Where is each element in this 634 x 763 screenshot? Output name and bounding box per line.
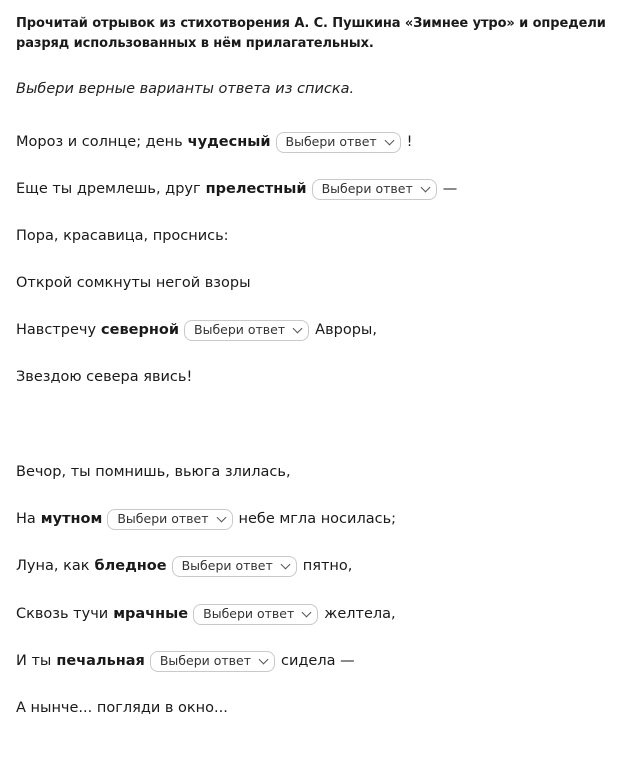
answer-select-6[interactable] (193, 604, 318, 625)
adjective: прелестный (205, 181, 307, 197)
line-text: Вечор, ты помнишь, вьюга злилась, (16, 464, 291, 480)
poem-line-6 (16, 366, 192, 388)
line-text: Мороз и солнце; день (16, 134, 183, 150)
select-label: Выбери ответ (194, 322, 286, 337)
line-text-after: ! (406, 134, 413, 150)
select-label: Выбери ответ (285, 134, 377, 149)
line-text: Открой сомкнуты негой взоры (16, 275, 251, 291)
poem-line-10 (16, 603, 396, 625)
task-text: Прочитай отрывок из стихотворения А. С. Пушкина «Зимнее утро» и определи разряд использованных в нём прилагательных. (16, 16, 606, 51)
line-text: На (16, 511, 36, 527)
chevron-down-icon (280, 559, 290, 569)
poem-line-3 (16, 225, 229, 247)
poem-line-9 (16, 555, 352, 577)
poem-line-4 (16, 272, 251, 294)
poem-line-1 (16, 131, 413, 153)
select-label: Выбери ответ (181, 558, 273, 573)
chevron-down-icon (384, 135, 394, 145)
chevron-down-icon (420, 182, 430, 192)
answer-select-1[interactable] (276, 132, 401, 153)
line-text-after: сидела — (281, 653, 355, 669)
line-text-after: пятно, (302, 558, 353, 574)
answer-select-2[interactable] (312, 179, 437, 200)
answer-select-5[interactable] (172, 556, 297, 577)
poem-line-11 (16, 650, 355, 672)
line-text: Навстречу (16, 322, 97, 338)
select-label: Выбери ответ (203, 606, 295, 621)
poem-line-8 (16, 508, 396, 530)
answer-select-7[interactable] (150, 651, 275, 672)
chevron-down-icon (293, 323, 303, 333)
answer-select-4[interactable] (107, 509, 232, 530)
line-text-after: небе мгла носилась; (238, 511, 396, 527)
select-label: Выбери ответ (321, 181, 413, 196)
chevron-down-icon (216, 512, 226, 522)
adjective: мрачные (113, 606, 189, 622)
line-text: Еще ты дремлешь, друг (16, 181, 201, 197)
chevron-down-icon (302, 607, 312, 617)
poem-line-7 (16, 461, 291, 483)
poem-line-2 (16, 178, 457, 200)
line-text-after: Авроры, (315, 322, 377, 338)
chevron-down-icon (259, 654, 269, 664)
line-text: Луна, как (16, 558, 90, 574)
adjective: мутном (40, 511, 103, 527)
answer-select-3[interactable] (184, 320, 309, 341)
select-label: Выбери ответ (117, 511, 209, 526)
hint-text: Выбери верные варианты ответа из списка. (16, 81, 355, 97)
adjective: северной (101, 322, 179, 338)
poem-line-5 (16, 319, 377, 341)
line-text: И ты (16, 653, 52, 669)
adjective: печальная (56, 653, 145, 669)
line-text: Звездою севера явись! (16, 369, 193, 385)
adjective: бледное (94, 558, 167, 574)
select-label: Выбери ответ (159, 653, 252, 668)
line-text: А нынче... погляди в окно... (16, 700, 228, 716)
line-text: Пора, красавица, проснись: (16, 228, 229, 244)
exercise-page (0, 0, 634, 99)
line-text: Сквозь тучи (16, 606, 109, 622)
adjective: чудесный (187, 134, 271, 150)
line-text-after: желтела, (324, 606, 396, 622)
poem-line-12 (16, 697, 228, 719)
line-text-after: — (442, 181, 458, 197)
